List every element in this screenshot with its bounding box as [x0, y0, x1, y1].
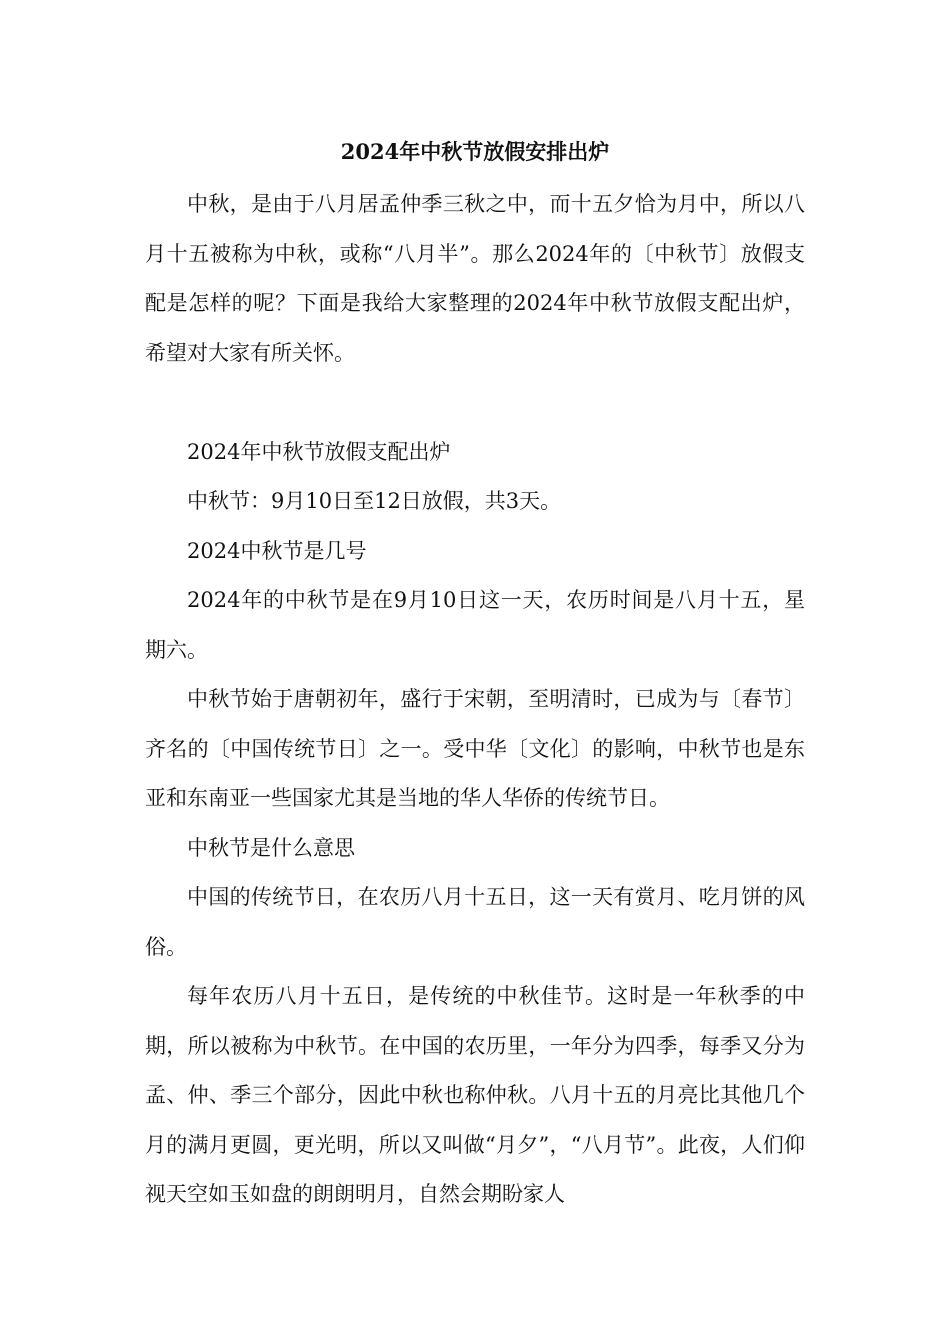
document-body	[145, 180, 805, 1220]
paragraph-mid-autumn-details: 每年农历八月十五日，是传统的中秋佳节。这时是一年秋季的中期，所以被称为中秋节。在中国的农历里，一年分为四季，每季又分为孟、仲、季三个部分，因此中秋也称仲秋。八月十五的月亮比其他几个月的满月更圆，更光明，所以又叫做“月夕”，“八月节”。此夜，人们仰视天空如玉如盘的朗朗明月，自然会期盼家人	[145, 984, 805, 1206]
subheading-holiday-arrangement: 2024年中秋节放假支配出炉	[187, 439, 451, 464]
paragraph-holiday-dates: 中秋节：9月10日至12日放假，共3天。	[187, 489, 562, 513]
paragraph-meaning: 中国的传统节日，在农历八月十五日，这一天有赏月、吃月饼的风俗。	[145, 885, 805, 959]
subheading-meaning: 中秋节是什么意思	[187, 835, 355, 860]
paragraph-history: 中秋节始于唐朝初年，盛行于宋朝，至明清时，已成为与〔春节〕齐名的〔中国传统节日〕之一。受中华〔文化〕的影响，中秋节也是东亚和东南亚一些国家尤其是当地的华人华侨的传统节日。	[145, 687, 805, 810]
paragraph-intro: 中秋，是由于八月居孟仲季三秋之中，而十五夕恰为月中，所以八月十五被称为中秋，或称“八月半”。那么2024年的〔中秋节〕放假支配是怎样的呢？下面是我给大家整理的2024年中秋节放假支配出炉，希望对大家有所关怀。	[145, 192, 805, 365]
subheading-which-day: 2024中秋节是几号	[187, 538, 367, 563]
document-title: 2024年中秋节放假安排出炉	[340, 139, 610, 164]
paragraph-which-day: 2024年的中秋节是在9月10日这一天，农历时间是八月十五，星期六。	[145, 588, 805, 662]
